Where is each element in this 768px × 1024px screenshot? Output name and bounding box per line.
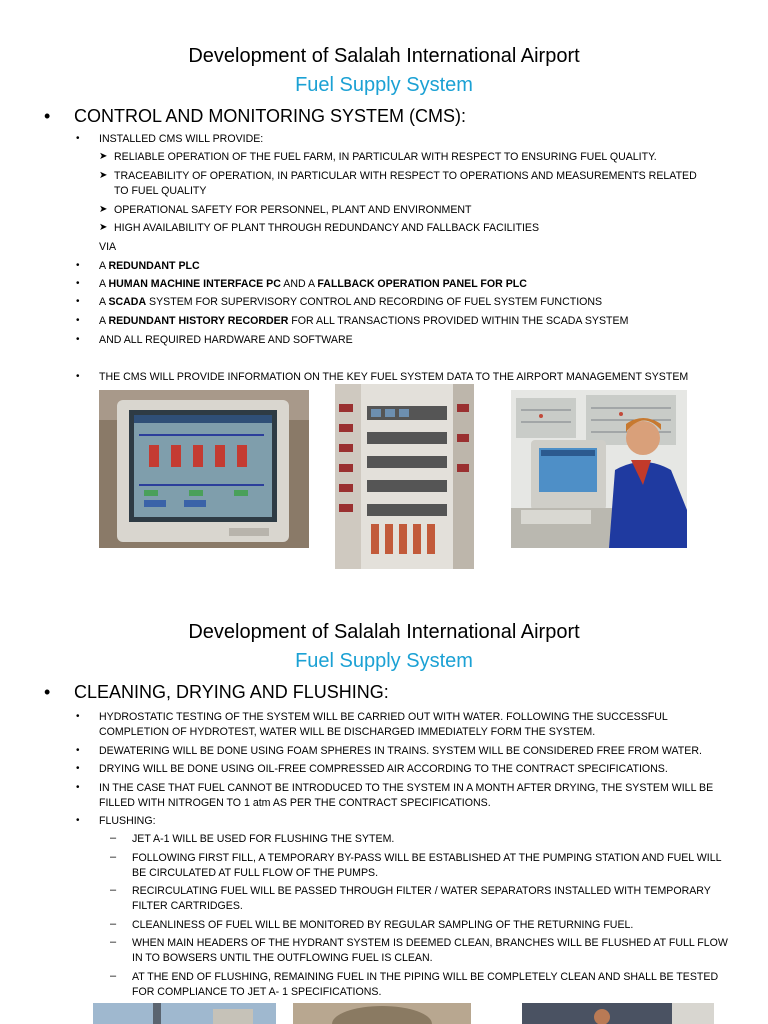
arrow-icon: ➤ [99,204,108,215]
dash-icon: – [110,970,117,982]
slide-2-title: Development of Salalah International Airport [188,621,580,643]
bullet-icon: • [76,782,80,793]
cms-arrow-item: RELIABLE OPERATION OF THE FUEL FARM, IN PARTICULAR WITH RESPECT TO ENSURING FUEL QUALITY. [114,151,657,163]
flushing-step: RECIRCULATING FUEL WILL BE PASSED THROUGH FILTER / WATER SEPARATORS INSTALLED WITH TEMPORARY FILTER CARTRIDGES. [132,885,711,912]
flushing-step: WHEN MAIN HEADERS OF THE HYDRANT SYSTEM IS DEEMED CLEAN, BRANCHES WILL BE FLUSHED AT FULL FLOW IN TO BOWSERS UNTIL THE OUTFLOWING FUEL IS CLEAN. [132,937,728,964]
bullet-icon: • [76,745,80,756]
bullet-icon: • [76,334,80,345]
dash-icon: – [110,918,117,930]
bullet-icon: • [76,763,80,774]
bullet-icon: • [76,815,80,826]
slide-1-subtitle: Fuel Supply System [295,74,473,96]
cleaning-item: IN THE CASE THAT FUEL CANNOT BE INTRODUCED TO THE SYSTEM IN A MONTH AFTER DRYING, THE SYSTEM WILL BE FILLED WITH NITROGEN TO 1 atm AS PER THE CONTRACT SPECIFICATIONS. [99,782,714,809]
flushing-step: FOLLOWING FIRST FILL, A TEMPORARY BY-PASS WILL BE ESTABLISHED AT THE PUMPING STATION AND FUEL WILL BE CIRCULATED AT FULL FLOW OF THE PUMPS. [132,852,722,879]
bullet-icon: • [76,315,80,326]
slide-1-heading: • CONTROL AND MONITORING SYSTEM (CMS): [44,106,467,126]
bullet-icon: • [76,260,80,271]
dash-icon: – [110,832,117,844]
cms-item: AND ALL REQUIRED HARDWARE AND SOFTWARE [99,334,353,346]
cms-item: A HUMAN MACHINE INTERFACE PC AND A FALLBACK OPERATION PANEL FOR PLC [99,278,527,290]
operator-workstation-photo [511,390,687,548]
bullet-icon: • [76,278,80,289]
flushing-label: FLUSHING: [99,815,156,827]
flushing-step: JET A-1 WILL BE USED FOR FLUSHING THE SYTEM. [132,833,395,845]
site-photo-3 [522,1003,714,1024]
bullet-icon: • [76,371,80,382]
flushing-step: AT THE END OF FLUSHING, REMAINING FUEL IN THE PIPING WILL BE COMPLETELY CLEAN AND SHALL BE TESTED FOR COMPLIANCE TO JET A- 1 SPECIFICATIONS. [132,971,719,998]
cms-arrow-item: HIGH AVAILABILITY OF PLANT THROUGH REDUNDANCY AND FALLBACK FACILITIES [114,222,540,234]
cms-arrow-item: OPERATIONAL SAFETY FOR PERSONNEL, PLANT AND ENVIRONMENT [114,204,472,216]
slide-2-heading: • CLEANING, DRYING AND FLUSHING: [44,682,389,702]
slide-2 [0,590,768,1024]
hmi-monitor-photo [99,390,309,548]
control-cabinet-photo [335,384,474,569]
cms-intro: INSTALLED CMS WILL PROVIDE: [99,133,264,145]
slide-1-title: Development of Salalah International Airport [188,45,580,67]
cleaning-item: DEWATERING WILL BE DONE USING FOAM SPHERES IN TRAINS. SYSTEM WILL BE CONSIDERED FREE FROM WATER. [99,745,702,757]
site-photo-2 [293,1003,471,1024]
cms-item: THE CMS WILL PROVIDE INFORMATION ON THE KEY FUEL SYSTEM DATA TO THE AIRPORT MANAGEMENT SYSTEM [99,371,689,383]
via-label: VIA [99,241,117,253]
cms-item: A REDUNDANT PLC [99,260,200,272]
slide-2-subtitle: Fuel Supply System [295,650,473,672]
bullet-icon: • [76,133,80,144]
site-photo-1 [93,1003,276,1024]
dash-icon: – [110,884,117,896]
cms-arrow-item: TRACEABILITY OF OPERATION, IN PARTICULAR WITH RESPECT TO OPERATIONS AND MEASUREMENTS RELATED TO FUEL QUALITY [114,170,697,197]
cleaning-item: HYDROSTATIC TESTING OF THE SYSTEM WILL BE CARRIED OUT WITH WATER. FOLLOWING THE SUCCESSFUL COMPLETION OF HYDROTEST, WATER WILL BE DISCHARGED IMMEDIATELY FORM THE SYSTEM. [99,711,668,738]
cleaning-item: DRYING WILL BE DONE USING OIL-FREE COMPRESSED AIR ACCORDING TO THE CONTRACT SPECIFICATIONS. [99,763,668,775]
dash-icon: – [110,851,117,863]
bullet-icon: • [76,296,80,307]
arrow-icon: ➤ [99,170,108,181]
flushing-step: CLEANLINESS OF FUEL WILL BE MONITORED BY REGULAR SAMPLING OF THE RETURNING FUEL. [132,919,634,931]
arrow-icon: ➤ [99,151,108,162]
cms-item: A REDUNDANT HISTORY RECORDER FOR ALL TRANSACTIONS PROVIDED WITHIN THE SCADA SYSTEM [99,315,629,327]
arrow-icon: ➤ [99,222,108,233]
dash-icon: – [110,936,117,948]
bullet-icon: • [76,711,80,722]
cms-item: A SCADA SYSTEM FOR SUPERVISORY CONTROL AND RECORDING OF FUEL SYSTEM FUNCTIONS [99,296,603,308]
